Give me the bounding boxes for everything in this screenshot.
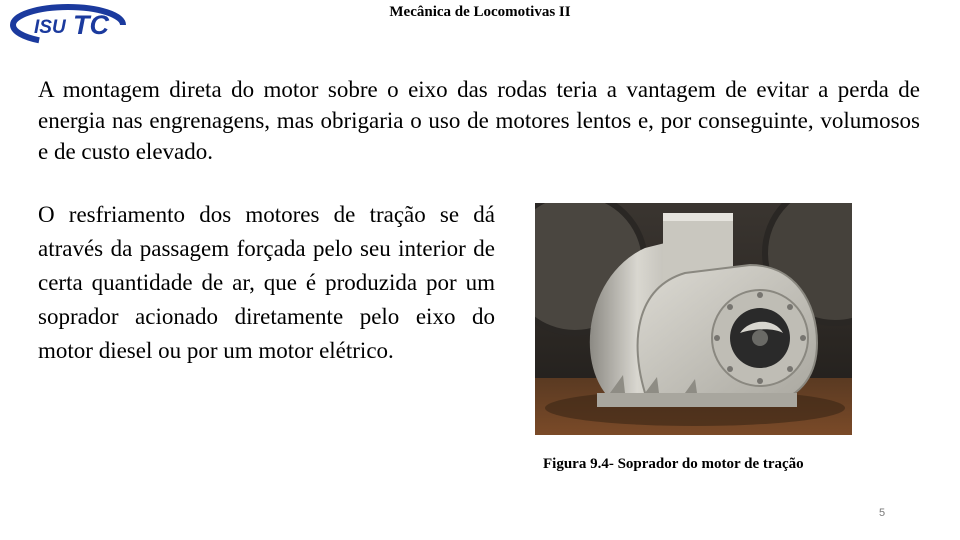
svg-text:TC: TC	[73, 10, 109, 40]
svg-text:ISU: ISU	[34, 17, 66, 38]
page-title: Mecânica de Locomotivas II	[389, 4, 571, 20]
page-number: 5	[878, 507, 886, 519]
body-paragraph-1: A montagem direta do motor sobre o eixo das rodas teria a vantagem de evitar a perda de energia nas engrenagens, mas obrigaria o uso de motores lentos e, por conseguinte, volumosos e de custo elevado.	[38, 77, 920, 164]
blower-photo	[535, 203, 852, 435]
figure-caption: Figura 9.4- Soprador do motor de tração	[543, 456, 804, 472]
body-paragraph-2: O resfriamento dos motores de tração se dá através da passagem forçada pelo seu interior de certa quantidade de ar, que é produzida por um soprador acionado diretamente pelo eixo do motor diesel ou por um motor elétrico.	[38, 202, 495, 363]
